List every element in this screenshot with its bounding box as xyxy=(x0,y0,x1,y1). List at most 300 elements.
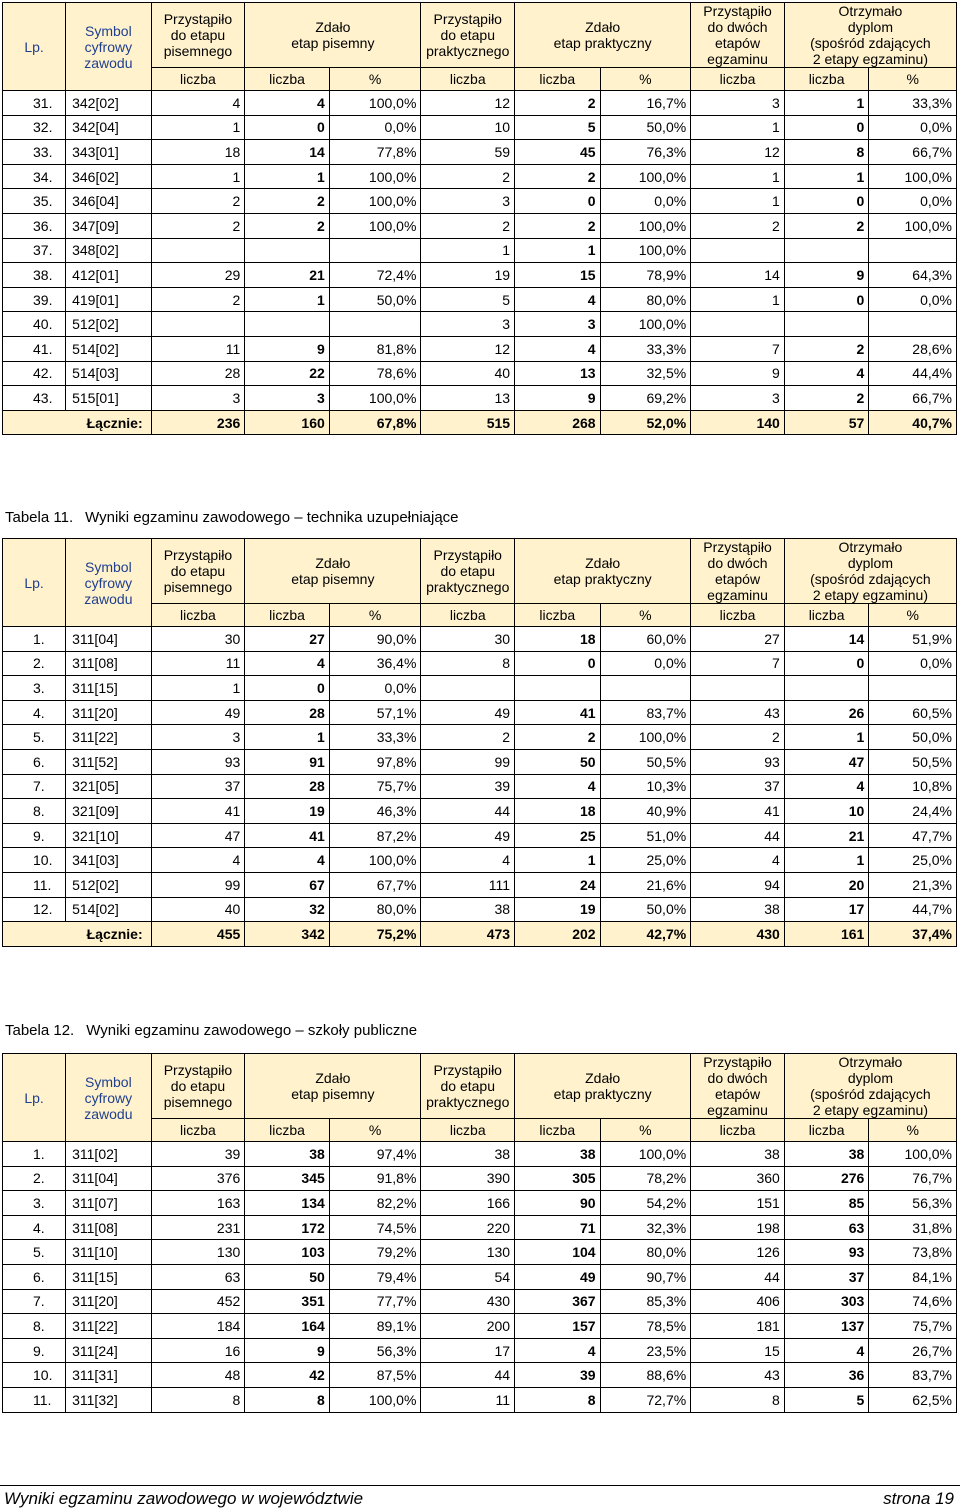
row-value: 46,3% xyxy=(329,799,421,824)
row-value: 67,7% xyxy=(329,872,421,897)
row-value: 4 xyxy=(784,361,869,386)
row-value: 4 xyxy=(245,91,330,116)
row-symbol: 311[15] xyxy=(66,1264,152,1289)
header-symbol xyxy=(66,3,152,91)
header-symbol-line: zawodu xyxy=(84,1105,133,1122)
row-value xyxy=(869,312,957,337)
header-przystapilo-praktycznego-line: praktycznego xyxy=(426,579,510,595)
row-value: 11 xyxy=(151,651,245,676)
row-number: 12. xyxy=(3,897,66,922)
row-value: 1 xyxy=(151,676,245,701)
header-przystapilo-praktycznego-line: Przystąpiło xyxy=(433,547,502,563)
row-value: 22 xyxy=(245,361,330,386)
row-value: 93 xyxy=(784,1240,869,1265)
header-przystapilo-pisemnego xyxy=(151,539,245,604)
header-przystapilo-dwoch-line: do dwóch xyxy=(707,19,768,35)
row-value: 49 xyxy=(421,700,515,725)
row-value: 62,5% xyxy=(869,1387,957,1412)
header-zdalo-praktyczny xyxy=(515,1054,691,1119)
row-symbol: 512[02] xyxy=(66,312,152,337)
table-row xyxy=(3,725,957,750)
row-value: 51,9% xyxy=(869,627,957,652)
row-value: 1 xyxy=(151,164,245,189)
row-symbol: 321[05] xyxy=(66,774,152,799)
row-value: 9 xyxy=(515,386,601,411)
subheader-cell: % xyxy=(600,68,691,91)
table-row xyxy=(3,238,957,263)
row-value: 0,0% xyxy=(329,676,421,701)
row-value: 11 xyxy=(421,1387,515,1412)
row-value: 49 xyxy=(515,1264,601,1289)
row-value: 39 xyxy=(515,1363,601,1388)
header-zdalo-praktyczny xyxy=(515,539,691,604)
table-row xyxy=(3,1264,957,1289)
row-value: 12 xyxy=(421,91,515,116)
row-value: 0 xyxy=(784,189,869,214)
row-value: 57,1% xyxy=(329,700,421,725)
row-value: 30 xyxy=(151,627,245,652)
row-value: 1 xyxy=(784,848,869,873)
row-value: 2 xyxy=(151,189,245,214)
row-value: 3 xyxy=(151,386,245,411)
row-value: 10 xyxy=(421,115,515,140)
caption-title: Wyniki egzaminu zawodowego – szkoły publiczne xyxy=(86,1022,418,1039)
header-przystapilo-dwoch-line: do dwóch xyxy=(707,555,768,571)
row-value xyxy=(784,238,869,263)
row-value: 406 xyxy=(691,1289,785,1314)
row-value: 103 xyxy=(245,1240,330,1265)
row-number: 6. xyxy=(3,749,66,774)
row-value: 41 xyxy=(151,799,245,824)
row-value: 3 xyxy=(691,91,785,116)
row-number: 3. xyxy=(3,676,66,701)
header-przystapilo-praktycznego xyxy=(421,539,515,604)
row-value: 2 xyxy=(515,725,601,750)
subheader-cell: % xyxy=(869,68,957,91)
header-przystapilo-praktycznego-line: do etapu xyxy=(440,27,495,43)
row-symbol: 341[03] xyxy=(66,848,152,873)
row-value: 100,0% xyxy=(869,1142,957,1167)
row-value: 38 xyxy=(421,1142,515,1167)
row-value: 64,3% xyxy=(869,263,957,288)
row-value: 44,7% xyxy=(869,897,957,922)
row-value xyxy=(515,676,601,701)
row-value: 13 xyxy=(421,386,515,411)
row-value: 71 xyxy=(515,1215,601,1240)
row-value: 72,4% xyxy=(329,263,421,288)
row-value: 2 xyxy=(784,213,869,238)
row-value xyxy=(784,312,869,337)
header-przystapilo-dwoch-line: etapów xyxy=(714,571,761,587)
row-symbol: 343[01] xyxy=(66,140,152,165)
total-value: 455 xyxy=(151,922,245,947)
header-symbol-line: zawodu xyxy=(84,590,133,607)
row-value: 0 xyxy=(784,115,869,140)
subheader-cell: liczba xyxy=(691,1119,785,1142)
row-value: 21,6% xyxy=(600,872,691,897)
row-value: 166 xyxy=(421,1191,515,1216)
row-value: 11 xyxy=(151,336,245,361)
row-value: 88,6% xyxy=(600,1363,691,1388)
row-symbol: 346[02] xyxy=(66,164,152,189)
row-value: 45 xyxy=(515,140,601,165)
row-value: 97,8% xyxy=(329,749,421,774)
header-przystapilo-dwoch-line: do dwóch xyxy=(707,1070,768,1086)
header-symbol-line: Symbol xyxy=(85,1073,132,1090)
row-value: 50,0% xyxy=(600,115,691,140)
row-symbol: 311[22] xyxy=(66,725,152,750)
row-value: 0 xyxy=(245,676,330,701)
header-przystapilo-praktycznego-line: praktycznego xyxy=(426,43,510,59)
row-value: 41 xyxy=(691,799,785,824)
subheader-cell: liczba xyxy=(421,604,515,627)
row-value: 44 xyxy=(421,1363,515,1388)
table-row xyxy=(3,897,957,922)
row-value: 28 xyxy=(245,774,330,799)
row-value: 4 xyxy=(151,91,245,116)
row-value: 94 xyxy=(691,872,785,897)
row-value: 10,3% xyxy=(600,774,691,799)
total-value: 202 xyxy=(515,922,601,947)
row-value: 0 xyxy=(515,651,601,676)
row-value: 3 xyxy=(421,189,515,214)
table-row xyxy=(3,872,957,897)
row-number: 2. xyxy=(3,651,66,676)
row-value: 4 xyxy=(515,1338,601,1363)
row-number: 5. xyxy=(3,725,66,750)
header-lp-line: Lp. xyxy=(24,38,44,55)
row-value: 66,7% xyxy=(869,140,957,165)
header-przystapilo-dwoch-line: Przystąpiło xyxy=(703,539,772,555)
row-value: 42 xyxy=(245,1363,330,1388)
row-value: 41 xyxy=(245,823,330,848)
row-value: 2 xyxy=(515,164,601,189)
row-value xyxy=(600,676,691,701)
row-symbol: 311[22] xyxy=(66,1314,152,1339)
header-przystapilo-dwoch xyxy=(691,539,785,604)
row-number: 4. xyxy=(3,1215,66,1240)
row-value: 54,2% xyxy=(600,1191,691,1216)
subheader-cell: liczba xyxy=(691,68,785,91)
header-lp-line: Lp. xyxy=(24,1089,44,1106)
row-value: 31,8% xyxy=(869,1215,957,1240)
row-value: 2 xyxy=(421,725,515,750)
row-value: 0,0% xyxy=(869,115,957,140)
row-value: 9 xyxy=(245,336,330,361)
row-value: 48 xyxy=(151,1363,245,1388)
row-number: 8. xyxy=(3,1314,66,1339)
caption-label: Tabela 12. xyxy=(5,1022,75,1039)
row-value: 87,2% xyxy=(329,823,421,848)
table-row xyxy=(3,361,957,386)
row-value: 15 xyxy=(691,1338,785,1363)
row-value: 28,6% xyxy=(869,336,957,361)
row-value: 5 xyxy=(515,115,601,140)
subheader-cell: liczba xyxy=(784,1119,869,1142)
total-value: 40,7% xyxy=(869,410,957,435)
row-value: 19 xyxy=(421,263,515,288)
row-symbol: 348[02] xyxy=(66,238,152,263)
subheader-cell: liczba xyxy=(691,604,785,627)
header-przystapilo-dwoch xyxy=(691,3,785,68)
header-symbol xyxy=(66,539,152,627)
row-value: 1 xyxy=(784,725,869,750)
row-value: 49 xyxy=(151,700,245,725)
header-przystapilo-praktycznego-line: Przystąpiło xyxy=(433,11,502,27)
row-value: 81,8% xyxy=(329,336,421,361)
row-value: 20 xyxy=(784,872,869,897)
total-value: 161 xyxy=(784,922,869,947)
header-przystapilo-dwoch-line: egzaminu xyxy=(707,587,768,603)
row-value: 1 xyxy=(691,287,785,312)
row-value: 50,0% xyxy=(600,897,691,922)
row-value: 73,8% xyxy=(869,1240,957,1265)
row-value: 21 xyxy=(784,823,869,848)
header-zdalo-praktyczny-line: etap praktyczny xyxy=(553,571,652,587)
row-value: 4 xyxy=(245,848,330,873)
header-przystapilo-praktycznego-line: Przystąpiło xyxy=(433,1062,502,1078)
row-value: 78,9% xyxy=(600,263,691,288)
row-value: 38 xyxy=(421,897,515,922)
row-number: 7. xyxy=(3,774,66,799)
row-value: 27 xyxy=(691,627,785,652)
row-symbol: 311[02] xyxy=(66,1142,152,1167)
row-value: 351 xyxy=(245,1289,330,1314)
row-number: 11. xyxy=(3,872,66,897)
row-value: 2 xyxy=(245,213,330,238)
row-value: 0 xyxy=(784,287,869,312)
table-row xyxy=(3,774,957,799)
row-value: 0,0% xyxy=(600,651,691,676)
row-number: 32. xyxy=(3,115,66,140)
row-value: 3 xyxy=(515,312,601,337)
row-symbol: 321[09] xyxy=(66,799,152,824)
header-otrzymalo-dyplom xyxy=(784,1054,956,1119)
subheader-cell: liczba xyxy=(151,68,245,91)
row-number: 10. xyxy=(3,848,66,873)
header-przystapilo-pisemnego-line: do etapu xyxy=(170,1078,226,1094)
total-label: Łącznie: xyxy=(3,410,152,435)
row-value: 100,0% xyxy=(329,164,421,189)
row-value: 3 xyxy=(691,386,785,411)
row-value xyxy=(784,676,869,701)
row-value: 10 xyxy=(784,799,869,824)
row-value: 37 xyxy=(784,1264,869,1289)
row-value: 9 xyxy=(691,361,785,386)
row-value: 8 xyxy=(421,651,515,676)
subheader-cell: liczba xyxy=(245,604,330,627)
row-value: 2 xyxy=(421,213,515,238)
row-value: 26,7% xyxy=(869,1338,957,1363)
row-value: 1 xyxy=(245,725,330,750)
row-value: 77,8% xyxy=(329,140,421,165)
row-symbol: 412[01] xyxy=(66,263,152,288)
row-value xyxy=(421,676,515,701)
row-value: 1 xyxy=(691,115,785,140)
row-number: 1. xyxy=(3,1142,66,1167)
row-value: 7 xyxy=(691,336,785,361)
row-value: 19 xyxy=(515,897,601,922)
row-value: 4 xyxy=(515,774,601,799)
row-value: 28 xyxy=(151,361,245,386)
row-number: 39. xyxy=(3,287,66,312)
row-value: 38 xyxy=(515,1142,601,1167)
row-value: 25 xyxy=(515,823,601,848)
row-value: 80,0% xyxy=(600,287,691,312)
header-lp xyxy=(3,539,66,627)
row-symbol: 346[04] xyxy=(66,189,152,214)
row-number: 10. xyxy=(3,1363,66,1388)
row-value: 19 xyxy=(245,799,330,824)
row-value: 39 xyxy=(421,774,515,799)
header-otrzymalo-dyplom-line: 2 etapy egzaminu) xyxy=(812,1102,929,1118)
row-value: 8 xyxy=(691,1387,785,1412)
header-zdalo-pisemny-line: etap pisemny xyxy=(291,35,375,51)
row-value: 4 xyxy=(421,848,515,873)
header-zdalo-pisemny xyxy=(245,1054,421,1119)
row-number: 35. xyxy=(3,189,66,214)
row-value: 28 xyxy=(245,700,330,725)
row-symbol: 311[31] xyxy=(66,1363,152,1388)
row-value: 1 xyxy=(784,164,869,189)
row-number: 41. xyxy=(3,336,66,361)
row-value xyxy=(691,312,785,337)
subheader-cell: liczba xyxy=(245,1119,330,1142)
row-value: 47 xyxy=(151,823,245,848)
subheader-cell: % xyxy=(600,1119,691,1142)
subheader-cell: liczba xyxy=(784,604,869,627)
row-value: 164 xyxy=(245,1314,330,1339)
header-przystapilo-pisemnego-line: Przystąpiło xyxy=(163,11,233,27)
row-value: 33,3% xyxy=(869,91,957,116)
row-number: 9. xyxy=(3,1338,66,1363)
row-value: 23,5% xyxy=(600,1338,691,1363)
row-value: 111 xyxy=(421,872,515,897)
table-row xyxy=(3,627,957,652)
row-value: 36,4% xyxy=(329,651,421,676)
row-value: 44 xyxy=(421,799,515,824)
header-przystapilo-praktycznego-line: do etapu xyxy=(440,1078,495,1094)
row-value: 36 xyxy=(784,1363,869,1388)
caption-label: Tabela 11. xyxy=(5,509,74,526)
header-symbol-line: zawodu xyxy=(84,54,133,71)
row-value: 32,3% xyxy=(600,1215,691,1240)
row-value: 452 xyxy=(151,1289,245,1314)
row-value xyxy=(329,312,421,337)
header-przystapilo-dwoch-line: etapów xyxy=(714,35,761,51)
row-value: 90,0% xyxy=(329,627,421,652)
header-zdalo-pisemny xyxy=(245,3,421,68)
row-symbol: 311[20] xyxy=(66,1289,152,1314)
row-value: 30 xyxy=(421,627,515,652)
row-value: 76,3% xyxy=(600,140,691,165)
row-value: 3 xyxy=(245,386,330,411)
header-otrzymalo-dyplom-line: dyplom xyxy=(847,555,893,571)
header-zdalo-pisemny xyxy=(245,539,421,604)
row-value: 157 xyxy=(515,1314,601,1339)
row-value: 100,0% xyxy=(329,91,421,116)
header-symbol-line: cyfrowy xyxy=(84,1089,133,1106)
row-value: 8 xyxy=(151,1387,245,1412)
row-number: 34. xyxy=(3,164,66,189)
row-value: 376 xyxy=(151,1166,245,1191)
header-otrzymalo-dyplom-line: (spośród zdających xyxy=(810,1086,931,1102)
row-value: 80,0% xyxy=(329,897,421,922)
subheader-cell: % xyxy=(329,68,421,91)
row-value: 38 xyxy=(245,1142,330,1167)
page-footer xyxy=(0,1485,960,1508)
row-value: 63 xyxy=(151,1264,245,1289)
row-symbol: 311[08] xyxy=(66,651,152,676)
row-value: 4 xyxy=(245,651,330,676)
row-value: 100,0% xyxy=(329,213,421,238)
row-symbol: 311[15] xyxy=(66,676,152,701)
row-value: 56,3% xyxy=(869,1191,957,1216)
footer-title: Wyniki egzaminu zawodowego w województwie xyxy=(4,1489,364,1508)
table-row xyxy=(3,848,957,873)
row-value: 100,0% xyxy=(329,1387,421,1412)
row-value: 63 xyxy=(784,1215,869,1240)
row-value: 2 xyxy=(245,189,330,214)
row-value: 4 xyxy=(784,1338,869,1363)
header-zdalo-praktyczny-line: Zdało xyxy=(585,19,621,35)
row-value: 44,4% xyxy=(869,361,957,386)
row-value: 130 xyxy=(151,1240,245,1265)
row-value: 100,0% xyxy=(869,213,957,238)
row-value: 100,0% xyxy=(600,213,691,238)
total-row xyxy=(3,922,957,947)
row-value: 1 xyxy=(691,164,785,189)
row-value: 27 xyxy=(245,627,330,652)
header-zdalo-praktyczny-line: etap praktyczny xyxy=(553,35,652,51)
row-value: 14 xyxy=(784,627,869,652)
subheader-cell: liczba xyxy=(245,68,330,91)
table-row xyxy=(3,1289,957,1314)
header-lp xyxy=(3,3,66,91)
total-value: 67,8% xyxy=(329,410,421,435)
header-przystapilo-pisemnego-line: do etapu xyxy=(170,27,226,43)
row-value: 72,7% xyxy=(600,1387,691,1412)
row-number: 5. xyxy=(3,1240,66,1265)
row-value: 18 xyxy=(151,140,245,165)
table-row xyxy=(3,676,957,701)
table-row xyxy=(3,312,957,337)
header-symbol-line: Symbol xyxy=(85,558,132,575)
row-value xyxy=(151,238,245,263)
row-value: 44 xyxy=(691,823,785,848)
row-value: 50 xyxy=(245,1264,330,1289)
header-zdalo-praktyczny-line: Zdało xyxy=(585,1070,621,1086)
row-value: 44 xyxy=(691,1264,785,1289)
row-value: 200 xyxy=(421,1314,515,1339)
row-value: 87,5% xyxy=(329,1363,421,1388)
row-value: 2 xyxy=(515,91,601,116)
row-value: 99 xyxy=(421,749,515,774)
row-symbol: 311[20] xyxy=(66,700,152,725)
row-value: 33,3% xyxy=(329,725,421,750)
row-value: 83,7% xyxy=(600,700,691,725)
row-value: 305 xyxy=(515,1166,601,1191)
row-value: 2 xyxy=(421,164,515,189)
row-symbol: 311[08] xyxy=(66,1215,152,1240)
results-table xyxy=(2,1053,957,1413)
table-row xyxy=(3,140,957,165)
row-value: 21,3% xyxy=(869,872,957,897)
row-value xyxy=(691,238,785,263)
row-value: 25,0% xyxy=(600,848,691,873)
total-value: 52,0% xyxy=(600,410,691,435)
header-przystapilo-pisemnego xyxy=(151,3,245,68)
